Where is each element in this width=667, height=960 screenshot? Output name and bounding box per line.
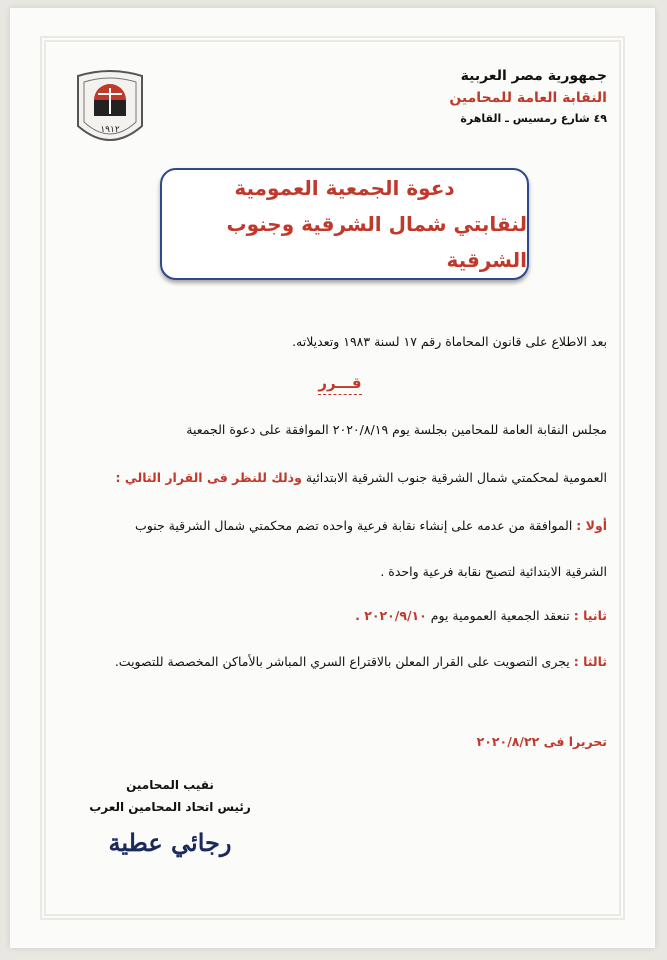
signature-role-1: نقيب المحامين xyxy=(126,778,214,792)
signature-role-2: رئيس اتحاد المحامين العرب xyxy=(89,800,251,814)
intro-text: بعد الاطلاع على قانون المحاماة رقم ١٧ لسنة ١٩٨٣ وتعديلاته. xyxy=(292,334,607,349)
document-page xyxy=(10,8,655,948)
title-line-1: دعوة الجمعية العمومية xyxy=(234,176,455,200)
item-second xyxy=(47,608,607,623)
paragraph-1-line-1: مجلس النقابة العامة للمحامين بجلسة يوم ٢٠٢٠/٨/١٩ الموافقة على دعوة الجمعية xyxy=(186,422,607,437)
seal-year: ١٩١٢ xyxy=(100,125,120,135)
item-second-date: ٢٠٢٠/٩/١٠ . xyxy=(355,608,427,623)
syndicate-address: ٤٩ شارع رمسيس ـ القاهرة xyxy=(460,112,607,125)
title-line-2: لنقابتي شمال الشرقية وجنوب الشرقية xyxy=(226,212,527,272)
item-first-label: أولا : xyxy=(576,518,607,533)
title-box xyxy=(160,168,529,280)
paragraph-1-red-text: وذلك للنظر فى القرار التالي : xyxy=(115,470,302,485)
item-second-label: ثانيا : xyxy=(573,608,607,623)
letterhead xyxy=(347,68,607,125)
syndicate-seal-icon xyxy=(70,66,150,156)
country-name: جمهورية مصر العربية xyxy=(460,68,607,84)
issue-date: تحريرا فى ٢٠٢٠/٨/٢٢ xyxy=(476,734,607,749)
signature-name: رجائي عطية xyxy=(108,828,232,857)
item-first xyxy=(47,518,607,533)
signature-block xyxy=(70,778,270,857)
item-third-text: يجرى التصويت على القرار المعلن بالاقتراع السري المباشر بالأماكن المخصصة للتصويت. xyxy=(114,654,570,669)
item-first-continued: الشرقية الابتدائية لتصبح نقابة فرعية واحدة . xyxy=(380,564,607,579)
item-third xyxy=(47,654,607,669)
paragraph-1-text: العمومية لمحكمتي شمال الشرقية جنوب الشرقية الابتدائية xyxy=(305,470,607,485)
item-second-text: تنعقد الجمعية العمومية يوم xyxy=(430,608,570,623)
decision-word: قـــرر xyxy=(318,374,361,395)
decision-heading xyxy=(310,374,370,392)
item-third-label: ثالثا : xyxy=(573,654,607,669)
paragraph-1-line-2 xyxy=(47,470,607,485)
syndicate-name: النقابة العامة للمحامين xyxy=(449,90,607,106)
item-first-text: الموافقة من عدمه على إنشاء نقابة فرعية واحده تضم محكمتي شمال الشرقية جنوب xyxy=(134,518,573,533)
